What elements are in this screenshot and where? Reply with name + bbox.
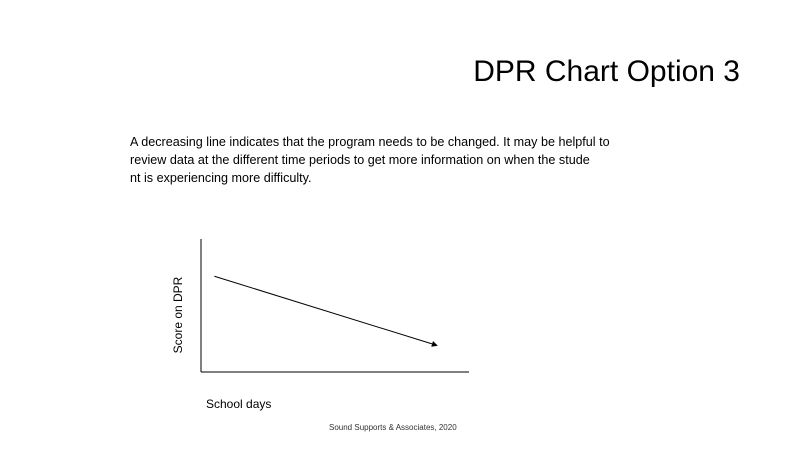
x-axis-label: School days	[206, 397, 272, 411]
description-line: nt is experiencing more difficulty.	[130, 171, 312, 185]
series-line	[214, 276, 436, 345]
slide-title: DPR Chart Option 3	[473, 55, 740, 88]
y-axis-label: Score on DPR	[171, 276, 185, 354]
y-axis-label-wrap	[168, 270, 188, 360]
footer-credit: Sound Supports & Associates, 2020	[329, 423, 457, 432]
description-line: A decreasing line indicates that the program needs to be changed. It may be helpful to	[130, 135, 610, 149]
description-line: review data at the different time periods to get more information on when the stude	[130, 153, 590, 167]
series-layer	[214, 276, 436, 345]
